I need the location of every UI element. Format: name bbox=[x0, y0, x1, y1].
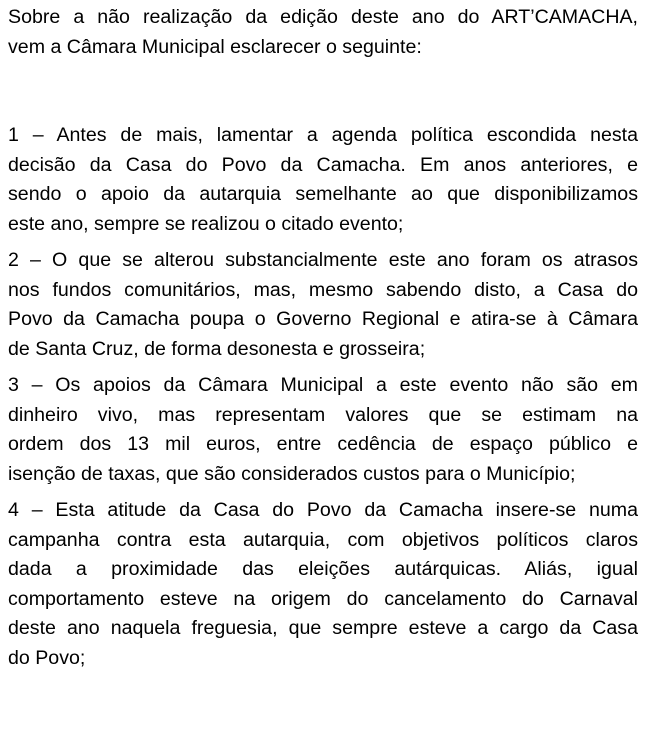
intro-line: Sobre a não realização da edição deste ano do ART’CAMACHA, bbox=[8, 6, 638, 28]
numbered-paragraph-4 bbox=[8, 496, 638, 673]
numbered-paragraph-2 bbox=[8, 246, 638, 364]
intro-paragraph bbox=[8, 3, 638, 62]
paragraph-line: do Povo; bbox=[8, 646, 86, 669]
paragraph-line: sendo o apoio da autarquia semelhante ao que disponibilizamos bbox=[8, 183, 638, 205]
numbered-paragraph-1 bbox=[8, 121, 638, 239]
paragraph-line: nos fundos comunitários, mas, mesmo sabendo disto, a Casa do bbox=[8, 278, 638, 301]
paragraph-line: decisão da Casa do Povo da Camacha. Em anos anteriores, e bbox=[8, 153, 638, 176]
paragraph-line: este ano, sempre se realizou o citado evento; bbox=[8, 212, 404, 235]
paragraph-spacer bbox=[8, 62, 638, 121]
paragraph-line: isenção de taxas, que são considerados custos para o Município; bbox=[8, 462, 576, 485]
paragraph-line: comportamento esteve na origem do cancelamento do Carnaval bbox=[8, 587, 638, 610]
document-body bbox=[8, 3, 638, 680]
paragraph-line: 4 – Esta atitude da Casa do Povo da Camacha insere-se numa bbox=[8, 499, 638, 521]
paragraph-line: Povo da Camacha poupa o Governo Regional e atira-se à Câmara bbox=[8, 308, 638, 330]
paragraph-line: 2 – O que se alterou substancialmente este ano foram os atrasos bbox=[8, 249, 638, 271]
paragraph-line: dada a proximidade das eleições autárquicas. Aliás, igual bbox=[8, 558, 638, 580]
paragraph-line: dinheiro vivo, mas representam valores que se estimam na bbox=[8, 403, 638, 426]
paragraph-line: de Santa Cruz, de forma desonesta e grosseira; bbox=[8, 337, 426, 360]
intro-line: vem a Câmara Municipal esclarecer o seguinte: bbox=[8, 35, 422, 58]
paragraph-line: 1 – Antes de mais, lamentar a agenda política escondida nesta bbox=[8, 124, 638, 146]
paragraph-line: 3 – Os apoios da Câmara Municipal a este evento não são em bbox=[8, 374, 638, 396]
numbered-paragraph-3 bbox=[8, 371, 638, 489]
paragraph-line: campanha contra esta autarquia, com objetivos políticos claros bbox=[8, 528, 638, 551]
paragraph-line: deste ano naquela freguesia, que sempre esteve a cargo da Casa bbox=[8, 617, 638, 639]
paragraph-line: ordem dos 13 mil euros, entre cedência de espaço público e bbox=[8, 433, 638, 455]
